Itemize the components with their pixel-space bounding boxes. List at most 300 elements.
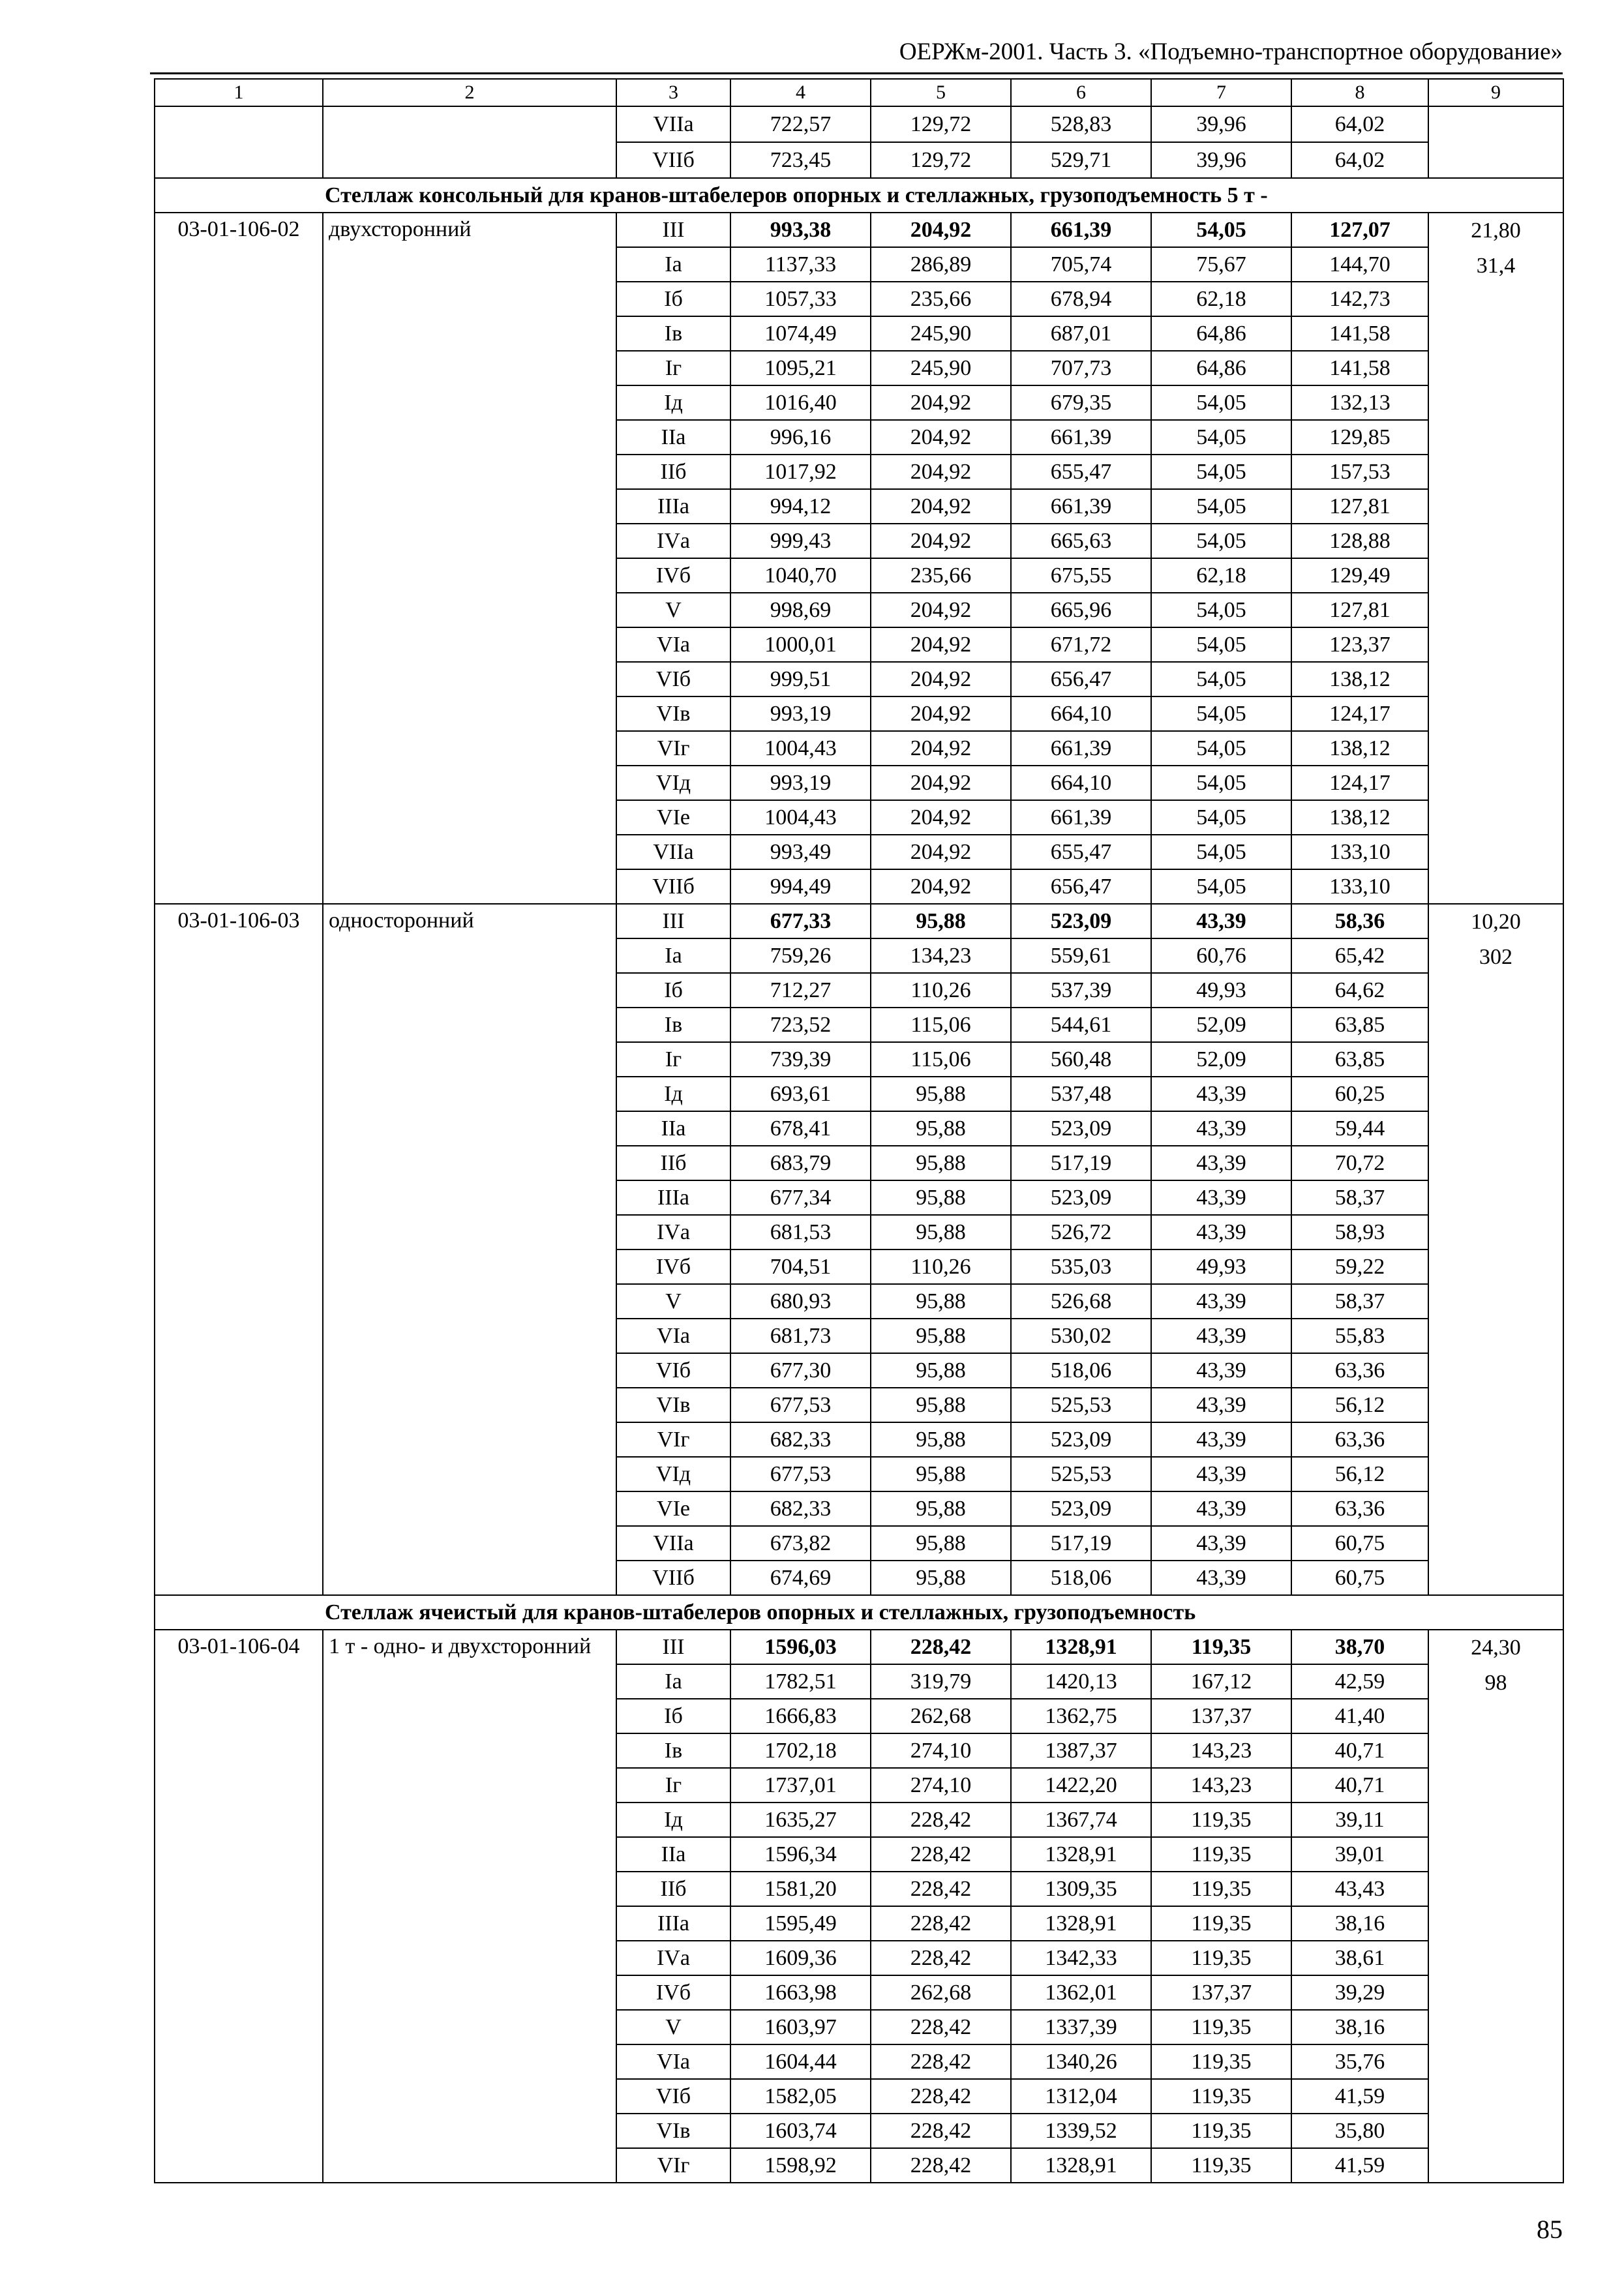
rate-name: двухсторонний [323, 213, 616, 904]
value-cell: 58,36 [1291, 904, 1428, 938]
value-cell: 43,39 [1151, 1491, 1291, 1526]
zone-cell: IIа [616, 1837, 730, 1872]
value-cell: 204,92 [871, 627, 1011, 662]
value-cell: 1595,49 [730, 1906, 871, 1941]
value-cell: 1137,33 [730, 247, 871, 282]
value-cell: 167,12 [1151, 1664, 1291, 1699]
zone-cell: VIв [616, 696, 730, 731]
zone-cell: III [616, 213, 730, 247]
value-cell: 138,12 [1291, 662, 1428, 696]
extra-values-cell [1428, 213, 1563, 904]
value-cell: 235,66 [871, 558, 1011, 593]
zone-cell: IIIа [616, 1906, 730, 1941]
value-cell: 529,71 [1011, 142, 1151, 178]
value-cell: 537,48 [1011, 1077, 1151, 1111]
value-cell: 95,88 [871, 1457, 1011, 1491]
value-cell: 274,10 [871, 1768, 1011, 1803]
value-cell: 124,17 [1291, 766, 1428, 800]
value-cell: 1596,34 [730, 1837, 871, 1872]
rates-table [154, 78, 1564, 2183]
value-cell: 526,68 [1011, 1284, 1151, 1319]
zone-cell: Iб [616, 282, 730, 316]
value-cell: 60,75 [1291, 1561, 1428, 1595]
zone-cell: III [616, 1630, 730, 1664]
value-cell: 43,39 [1151, 1319, 1291, 1353]
value-cell: 525,53 [1011, 1388, 1151, 1422]
value-cell: 1666,83 [730, 1699, 871, 1733]
value-cell: 1663,98 [730, 1975, 871, 2010]
value-cell: 58,93 [1291, 1215, 1428, 1249]
value-cell: 523,09 [1011, 904, 1151, 938]
value-cell: 228,42 [871, 1906, 1011, 1941]
value-cell: 129,85 [1291, 420, 1428, 455]
value-cell: 54,05 [1151, 213, 1291, 247]
value-cell: 677,53 [730, 1457, 871, 1491]
value-cell: 157,53 [1291, 455, 1428, 489]
value-cell: 49,93 [1151, 973, 1291, 1008]
value-cell: 1017,92 [730, 455, 871, 489]
value-cell: 994,12 [730, 489, 871, 524]
table-row [155, 1630, 1563, 1664]
value-cell: 70,72 [1291, 1146, 1428, 1180]
value-cell: 95,88 [871, 1319, 1011, 1353]
extra-value: 21,80 [1471, 218, 1521, 243]
value-cell: 682,33 [730, 1491, 871, 1526]
value-cell: 119,35 [1151, 2079, 1291, 2114]
column-number: 1 [155, 79, 323, 106]
value-cell: 523,09 [1011, 1180, 1151, 1215]
value-cell: 59,44 [1291, 1111, 1428, 1146]
value-cell: 129,72 [871, 106, 1011, 142]
value-cell: 1337,39 [1011, 2010, 1151, 2044]
value-cell: 996,16 [730, 420, 871, 455]
value-cell: 693,61 [730, 1077, 871, 1111]
value-cell: 41,40 [1291, 1699, 1428, 1733]
value-cell: 228,42 [871, 2079, 1011, 2114]
value-cell: 537,39 [1011, 973, 1151, 1008]
zone-cell: IVб [616, 1249, 730, 1284]
value-cell: 119,35 [1151, 1837, 1291, 1872]
value-cell: 723,45 [730, 142, 871, 178]
value-cell: 43,39 [1151, 1457, 1291, 1491]
value-cell: 1603,97 [730, 2010, 871, 2044]
value-cell: 54,05 [1151, 489, 1291, 524]
value-cell: 204,92 [871, 835, 1011, 869]
rate-code: 03-01-106-02 [155, 213, 323, 904]
value-cell: 62,18 [1151, 282, 1291, 316]
value-cell: 58,37 [1291, 1284, 1428, 1319]
value-cell: 1604,44 [730, 2044, 871, 2079]
value-cell: 38,16 [1291, 2010, 1428, 2044]
value-cell: 1328,91 [1011, 1630, 1151, 1664]
value-cell: 39,01 [1291, 1837, 1428, 1872]
value-cell: 115,06 [871, 1008, 1011, 1042]
value-cell: 95,88 [871, 1284, 1011, 1319]
rate-name: 1 т - одно- и двухсторонний [323, 1630, 616, 2183]
zone-cell: V [616, 2010, 730, 2044]
value-cell: 1387,37 [1011, 1733, 1151, 1768]
value-cell: 119,35 [1151, 2148, 1291, 2183]
value-cell: 228,42 [871, 2148, 1011, 2183]
value-cell: 204,92 [871, 524, 1011, 558]
value-cell: 1016,40 [730, 385, 871, 420]
value-cell: 999,51 [730, 662, 871, 696]
zone-cell: VIIа [616, 1526, 730, 1561]
value-cell: 204,92 [871, 696, 1011, 731]
value-cell: 56,12 [1291, 1388, 1428, 1422]
value-cell: 999,43 [730, 524, 871, 558]
zone-cell: Iв [616, 1733, 730, 1768]
zone-cell: IVб [616, 1975, 730, 2010]
zone-cell: Iд [616, 1077, 730, 1111]
value-cell: 681,53 [730, 1215, 871, 1249]
value-cell: 528,83 [1011, 106, 1151, 142]
value-cell: 54,05 [1151, 800, 1291, 835]
value-cell: 41,59 [1291, 2148, 1428, 2183]
value-cell: 54,05 [1151, 731, 1291, 766]
value-cell: 95,88 [871, 904, 1011, 938]
section-title: Стеллаж ячеистый для кранов-штабелеров опорных и стеллажных, грузоподъемность [155, 1595, 1563, 1630]
value-cell: 40,71 [1291, 1768, 1428, 1803]
value-cell: 1702,18 [730, 1733, 871, 1768]
value-cell: 1367,74 [1011, 1803, 1151, 1837]
value-cell: 204,92 [871, 213, 1011, 247]
value-cell: 530,02 [1011, 1319, 1151, 1353]
value-cell: 52,09 [1151, 1042, 1291, 1077]
value-cell: 683,79 [730, 1146, 871, 1180]
value-cell: 1312,04 [1011, 2079, 1151, 2114]
zone-cell: Iд [616, 385, 730, 420]
value-cell: 129,49 [1291, 558, 1428, 593]
value-cell: 54,05 [1151, 455, 1291, 489]
value-cell: 123,37 [1291, 627, 1428, 662]
value-cell: 115,06 [871, 1042, 1011, 1077]
zone-cell: VIIб [616, 142, 730, 178]
value-cell: 129,72 [871, 142, 1011, 178]
value-cell: 43,39 [1151, 1388, 1291, 1422]
value-cell: 54,05 [1151, 662, 1291, 696]
value-cell: 41,59 [1291, 2079, 1428, 2114]
value-cell: 1342,33 [1011, 1941, 1151, 1975]
page-number: 85 [1537, 2215, 1563, 2244]
value-cell: 204,92 [871, 800, 1011, 835]
value-cell: 119,35 [1151, 1872, 1291, 1906]
value-cell: 204,92 [871, 731, 1011, 766]
zone-cell: VIб [616, 1353, 730, 1388]
value-cell: 1095,21 [730, 351, 871, 385]
value-cell: 43,39 [1151, 1180, 1291, 1215]
value-cell: 671,72 [1011, 627, 1151, 662]
section-title-row [155, 178, 1563, 213]
value-cell: 204,92 [871, 662, 1011, 696]
value-cell: 39,96 [1151, 142, 1291, 178]
value-cell: 59,22 [1291, 1249, 1428, 1284]
value-cell: 661,39 [1011, 213, 1151, 247]
value-cell: 677,53 [730, 1388, 871, 1422]
value-cell: 993,19 [730, 766, 871, 800]
value-cell: 204,92 [871, 420, 1011, 455]
value-cell: 95,88 [871, 1180, 1011, 1215]
value-cell: 674,69 [730, 1561, 871, 1595]
zone-cell: Iг [616, 1042, 730, 1077]
zone-cell: VIIб [616, 869, 730, 904]
value-cell: 43,39 [1151, 1353, 1291, 1388]
value-cell: 141,58 [1291, 351, 1428, 385]
value-cell: 55,83 [1291, 1319, 1428, 1353]
value-cell: 517,19 [1011, 1526, 1151, 1561]
value-cell: 63,36 [1291, 1353, 1428, 1388]
value-cell: 95,88 [871, 1561, 1011, 1595]
value-cell: 993,38 [730, 213, 871, 247]
value-cell: 137,37 [1151, 1699, 1291, 1733]
zone-cell: VIв [616, 2114, 730, 2148]
rate-name: односторонний [323, 904, 616, 1595]
value-cell: 655,47 [1011, 835, 1151, 869]
value-cell: 110,26 [871, 1249, 1011, 1284]
value-cell: 38,16 [1291, 1906, 1428, 1941]
value-cell: 49,93 [1151, 1249, 1291, 1284]
value-cell: 95,88 [871, 1353, 1011, 1388]
table-row [155, 213, 1563, 247]
zone-cell: Iг [616, 1768, 730, 1803]
section-title: Стеллаж консольный для кранов-штабелеров опорных и стеллажных, грузоподъемность 5 т - [155, 178, 1563, 213]
value-cell: 64,02 [1291, 142, 1428, 178]
page-header-title: ОЕРЖм-2001. Часть 3. «Подъемно-транспортное оборудование» [899, 38, 1563, 65]
value-cell: 656,47 [1011, 662, 1151, 696]
value-cell: 679,35 [1011, 385, 1151, 420]
value-cell: 665,96 [1011, 593, 1151, 627]
value-cell: 43,43 [1291, 1872, 1428, 1906]
header-rule [150, 72, 1563, 74]
value-cell: 138,12 [1291, 731, 1428, 766]
zone-cell: Iа [616, 1664, 730, 1699]
value-cell: 235,66 [871, 282, 1011, 316]
value-cell: 228,42 [871, 1941, 1011, 1975]
zone-cell: V [616, 593, 730, 627]
value-cell: 43,39 [1151, 1146, 1291, 1180]
zone-cell: Iб [616, 1699, 730, 1733]
value-cell: 1328,91 [1011, 2148, 1151, 2183]
value-cell: 1782,51 [730, 1664, 871, 1699]
value-cell: 204,92 [871, 766, 1011, 800]
value-cell: 119,35 [1151, 2044, 1291, 2079]
value-cell: 56,12 [1291, 1457, 1428, 1491]
value-cell: 661,39 [1011, 800, 1151, 835]
extra-value: 31,4 [1476, 254, 1516, 278]
value-cell: 43,39 [1151, 1422, 1291, 1457]
value-cell: 535,03 [1011, 1249, 1151, 1284]
zone-cell: VIIа [616, 106, 730, 142]
value-cell: 63,36 [1291, 1422, 1428, 1457]
column-number: 3 [616, 79, 730, 106]
value-cell: 127,81 [1291, 593, 1428, 627]
column-number: 5 [871, 79, 1011, 106]
value-cell: 656,47 [1011, 869, 1151, 904]
value-cell: 134,23 [871, 938, 1011, 973]
value-cell: 705,74 [1011, 247, 1151, 282]
value-cell: 54,05 [1151, 524, 1291, 558]
value-cell: 687,01 [1011, 316, 1151, 351]
value-cell: 1362,75 [1011, 1699, 1151, 1733]
value-cell: 95,88 [871, 1388, 1011, 1422]
value-cell: 143,23 [1151, 1733, 1291, 1768]
value-cell: 678,94 [1011, 282, 1151, 316]
value-cell: 204,92 [871, 385, 1011, 420]
value-cell: 707,73 [1011, 351, 1151, 385]
value-cell: 1340,26 [1011, 2044, 1151, 2079]
value-cell: 62,18 [1151, 558, 1291, 593]
zone-cell: Iб [616, 973, 730, 1008]
value-cell: 677,30 [730, 1353, 871, 1388]
value-cell: 143,23 [1151, 1768, 1291, 1803]
zone-cell: Iа [616, 247, 730, 282]
value-cell: 1309,35 [1011, 1872, 1151, 1906]
table-row [155, 904, 1563, 938]
value-cell: 526,72 [1011, 1215, 1151, 1249]
value-cell: 677,34 [730, 1180, 871, 1215]
value-cell: 525,53 [1011, 1457, 1151, 1491]
value-cell: 286,89 [871, 247, 1011, 282]
value-cell: 1362,01 [1011, 1975, 1151, 2010]
value-cell: 1635,27 [730, 1803, 871, 1837]
rate-code [155, 106, 323, 178]
value-cell: 678,41 [730, 1111, 871, 1146]
value-cell: 1422,20 [1011, 1768, 1151, 1803]
zone-cell: Iв [616, 316, 730, 351]
extra-value: 24,30 [1471, 1636, 1521, 1660]
zone-cell: IIIа [616, 489, 730, 524]
value-cell: 664,10 [1011, 766, 1151, 800]
value-cell: 228,42 [871, 1630, 1011, 1664]
value-cell: 262,68 [871, 1699, 1011, 1733]
value-cell: 52,09 [1151, 1008, 1291, 1042]
value-cell: 228,42 [871, 2044, 1011, 2079]
value-cell: 38,70 [1291, 1630, 1428, 1664]
zone-cell: VIв [616, 1388, 730, 1422]
extra-value: 302 [1479, 945, 1512, 969]
zone-cell: Iа [616, 938, 730, 973]
value-cell: 245,90 [871, 351, 1011, 385]
value-cell: 128,88 [1291, 524, 1428, 558]
value-cell: 518,06 [1011, 1353, 1151, 1388]
value-cell: 119,35 [1151, 1941, 1291, 1975]
rate-name [323, 106, 616, 178]
value-cell: 119,35 [1151, 1803, 1291, 1837]
value-cell: 95,88 [871, 1077, 1011, 1111]
value-cell: 993,19 [730, 696, 871, 731]
value-cell: 1074,49 [730, 316, 871, 351]
value-cell: 517,19 [1011, 1146, 1151, 1180]
value-cell: 759,26 [730, 938, 871, 973]
value-cell: 1000,01 [730, 627, 871, 662]
value-cell: 319,79 [871, 1664, 1011, 1699]
value-cell: 228,42 [871, 1872, 1011, 1906]
column-number: 9 [1428, 79, 1563, 106]
value-cell: 523,09 [1011, 1111, 1151, 1146]
value-cell: 655,47 [1011, 455, 1151, 489]
zone-cell: IVа [616, 524, 730, 558]
value-cell: 54,05 [1151, 835, 1291, 869]
value-cell: 54,05 [1151, 385, 1291, 420]
value-cell: 54,05 [1151, 420, 1291, 455]
value-cell: 560,48 [1011, 1042, 1151, 1077]
value-cell: 95,88 [871, 1215, 1011, 1249]
zone-cell: V [616, 1284, 730, 1319]
value-cell: 661,39 [1011, 489, 1151, 524]
value-cell: 119,35 [1151, 2010, 1291, 2044]
value-cell: 75,67 [1151, 247, 1291, 282]
value-cell: 228,42 [871, 1837, 1011, 1872]
value-cell: 43,39 [1151, 904, 1291, 938]
value-cell: 133,10 [1291, 869, 1428, 904]
value-cell: 680,93 [730, 1284, 871, 1319]
value-cell: 95,88 [871, 1526, 1011, 1561]
value-cell: 64,02 [1291, 106, 1428, 142]
extra-values-cell [1428, 106, 1563, 178]
value-cell: 661,39 [1011, 420, 1151, 455]
value-cell: 204,92 [871, 593, 1011, 627]
zone-cell: VIIб [616, 1561, 730, 1595]
zone-cell: VIг [616, 1422, 730, 1457]
value-cell: 132,13 [1291, 385, 1428, 420]
zone-cell: VIа [616, 1319, 730, 1353]
value-cell: 35,80 [1291, 2114, 1428, 2148]
value-cell: 60,25 [1291, 1077, 1428, 1111]
value-cell: 63,36 [1291, 1491, 1428, 1526]
value-cell: 42,59 [1291, 1664, 1428, 1699]
value-cell: 1004,43 [730, 800, 871, 835]
extra-values-cell [1428, 1630, 1563, 2183]
zone-cell: VIг [616, 731, 730, 766]
extra-value [1429, 107, 1563, 142]
value-cell: 1609,36 [730, 1941, 871, 1975]
value-cell: 204,92 [871, 869, 1011, 904]
value-cell: 95,88 [871, 1111, 1011, 1146]
rate-code: 03-01-106-03 [155, 904, 323, 1595]
value-cell: 1057,33 [730, 282, 871, 316]
value-cell: 39,29 [1291, 1975, 1428, 2010]
table-row [155, 106, 1563, 142]
zone-cell: VIе [616, 800, 730, 835]
value-cell: 559,61 [1011, 938, 1151, 973]
zone-cell: VIг [616, 2148, 730, 2183]
column-number-row [155, 79, 1563, 106]
zone-cell: IIб [616, 455, 730, 489]
value-cell: 119,35 [1151, 1630, 1291, 1664]
column-number: 2 [323, 79, 616, 106]
value-cell: 1596,03 [730, 1630, 871, 1664]
value-cell: 228,42 [871, 2010, 1011, 2044]
value-cell: 228,42 [871, 2114, 1011, 2148]
value-cell: 65,42 [1291, 938, 1428, 973]
rate-code: 03-01-106-04 [155, 1630, 323, 2183]
value-cell: 704,51 [730, 1249, 871, 1284]
zone-cell: IIIа [616, 1180, 730, 1215]
value-cell: 144,70 [1291, 247, 1428, 282]
value-cell: 60,75 [1291, 1526, 1428, 1561]
value-cell: 43,39 [1151, 1526, 1291, 1561]
zone-cell: III [616, 904, 730, 938]
value-cell: 677,33 [730, 904, 871, 938]
zone-cell: VIд [616, 766, 730, 800]
value-cell: 63,85 [1291, 1008, 1428, 1042]
value-cell: 722,57 [730, 106, 871, 142]
value-cell: 54,05 [1151, 593, 1291, 627]
value-cell: 43,39 [1151, 1215, 1291, 1249]
value-cell: 1328,91 [1011, 1837, 1151, 1872]
zone-cell: IVа [616, 1215, 730, 1249]
value-cell: 262,68 [871, 1975, 1011, 2010]
